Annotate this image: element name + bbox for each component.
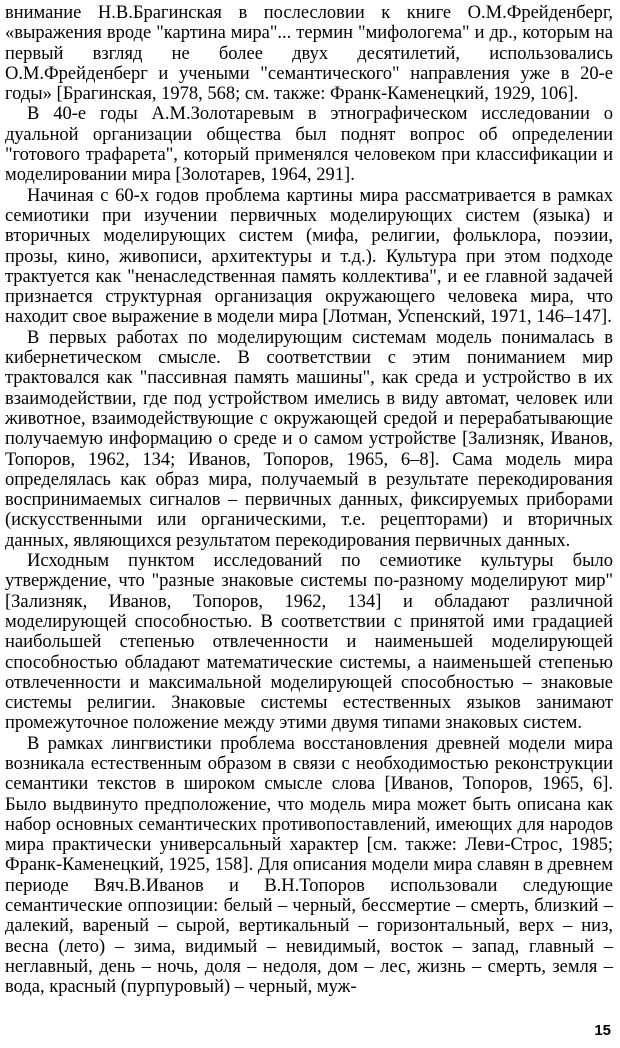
paragraph-3: Начиная с 60-х годов проблема картины мира рассматривается в рамках семиотики при изучении первичных моделирующих систем (языка) и вторичных моделирующих систем (мифа, религии, фольклора, поэзии, прозы, кино, живописи, архитектуры и т.д.). Культура при этом подходе трактуется как "ненаследственная память коллектива", и ее главной задачей признается структурная организация окружающего человека мира, что находит свое выражение в модели мира [Лотман, Успенский, 1971, 146–147]. xyxy=(5,185,613,328)
paragraph-6: В рамках лингвистики проблема восстановления древней модели мира возникала естественным образом в связи с необходимостью реконструкции семантики текстов в широком смысле слова [Иванов, Топоров, 1965, 6]. Было выдвинуто предположение, что модель мира может быть описана как набор основных семантических противопоставлений, имеющих для народов мира практически универсальный характер [см. также: Леви-Строс, 1985; Франк-Каменецкий, 1925, 158]. Для описания модели мира славян в древнем периоде Вяч.В.Иванов и В.Н.Топоров использовали следующие семантические оппозиции: белый – черный, бессмертие – смерть, близкий – далекий, вареный – сырой, вертикальный – горизонтальный, верх – низ, весна (лето) – зима, видимый – невидимый, восток – запад, главный – неглавный, день – ночь, доля – недоля, дом – лес, жизнь – смерть, земля – вода, красный (пурпуровый) – черный, муж- xyxy=(5,733,613,998)
paragraph-5: Исходным пунктом исследований по семиотике культуры было утверждение, что "разные знаковые системы по-разному моделируют мир" [Зализняк, Иванов, Топоров, 1962, 134] и обладают различной моделирующей способностью. В соответствии с принятой ими градацией наибольшей степенью отвлеченности и наименьшей моделирующей способностью обладают математические системы, а наименьшей степенью отвлеченности и максимальной моделирующей способностью – знаковые системы религии. Знаковые системы естественных языков занимают промежуточное положение между этими двумя типами знаковых систем. xyxy=(5,551,613,734)
paragraph-4: В первых работах по моделирующим системам модель понималась в кибернетическом смысле. В соответствии с этим пониманием мир трактовался как "пассивная память машины", как среда и устройство в их взаимодействии, где под устройством имелись в виду автомат, человек или животное, взаимодействующие с окружающей средой и перерабатывающие получаемую информацию о среде и о самом устройстве [Зализняк, Иванов, Топоров, 1962, 134; Иванов, Топоров, 1965, 6–8]. Сама модель мира определялась как образ мира, получаемый в результате перекодирования воспринимаемых сигналов – первичных данных, фиксируемых приборами (искусственными или органическими, т.е. рецепторами) и вторичных данных, являющихся результатом перекодирования первичных данных. xyxy=(5,327,613,551)
page-number: 15 xyxy=(594,1022,611,1039)
body-text xyxy=(5,3,613,998)
paragraph-2: В 40-е годы А.М.Золотаревым в этнографическом исследовании о дуальной организации общества был поднят вопрос об определении "готового трафарета", который применялся человеком при классификации и моделировании мира [Золотарев, 1964, 291]. xyxy=(5,104,613,186)
paragraph-1: внимание Н.В.Брагинская в послесловии к книге О.М.Фрейденберг, «выражения вроде "картина мира"... термин "мифологема" и др., которым на первый взгляд не более двух десятилетий, использовались О.М.Фрейденберг и учеными "семантического" направления уже в 20-е годы» [Брагинская, 1978, 568; см. также: Франк-Каменецкий, 1929, 106]. xyxy=(5,3,613,105)
